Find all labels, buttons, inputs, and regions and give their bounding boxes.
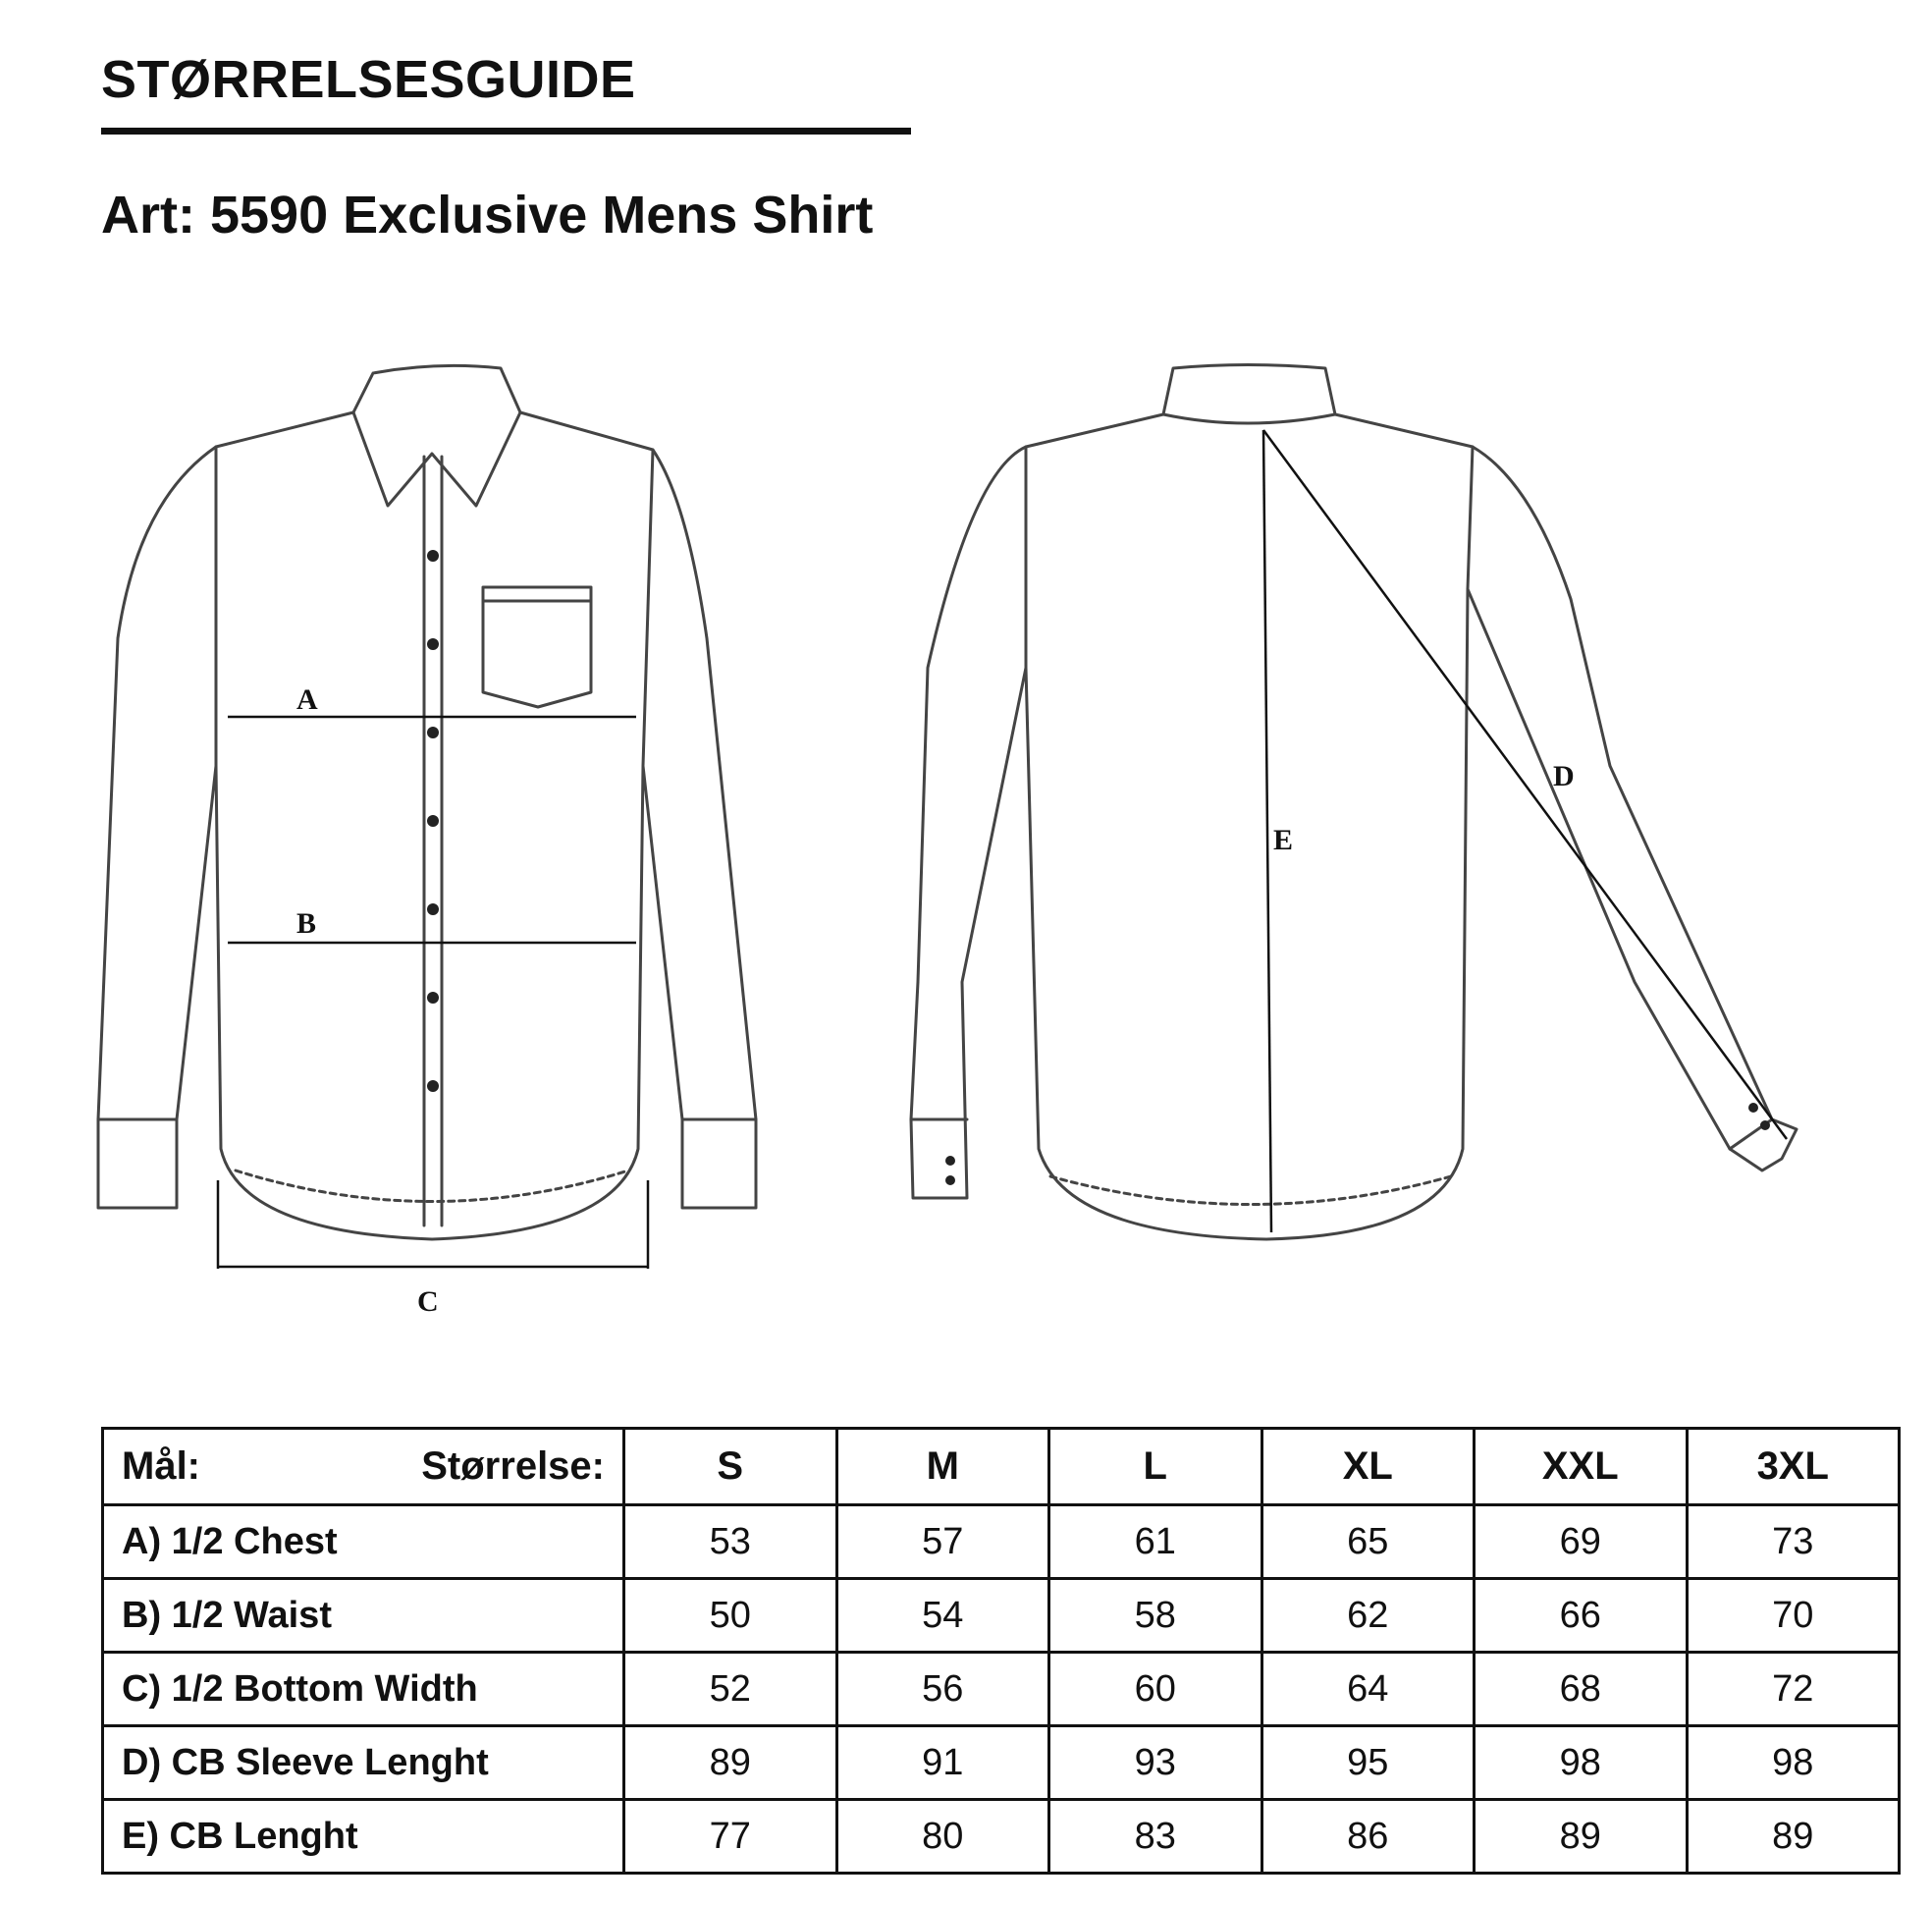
table-cell: 77: [624, 1800, 837, 1874]
row-label: A) 1/2 Chest: [103, 1505, 624, 1579]
size-header: M: [836, 1429, 1049, 1505]
measure-line-e: [1263, 430, 1271, 1232]
label-a: A: [296, 683, 318, 716]
front-placket: [424, 457, 442, 1225]
table-cell: 69: [1475, 1505, 1688, 1579]
table-row: [103, 1579, 1900, 1653]
table-cell: 50: [624, 1579, 837, 1653]
title-underline: [101, 128, 911, 135]
page-title: STØRRELSESGUIDE: [101, 50, 636, 109]
table-cell: 60: [1049, 1653, 1262, 1726]
table-cell: 95: [1261, 1726, 1475, 1800]
measure-label: Mål:: [122, 1444, 200, 1488]
size-header: XL: [1261, 1429, 1475, 1505]
row-label: E) CB Lenght: [103, 1800, 624, 1874]
row-label: B) 1/2 Waist: [103, 1579, 624, 1653]
table-cell: 62: [1261, 1579, 1475, 1653]
front-collar: [353, 412, 520, 506]
label-b: B: [296, 907, 317, 940]
size-header: S: [624, 1429, 837, 1505]
row-label: C) 1/2 Bottom Width: [103, 1653, 624, 1726]
shirt-button: [427, 992, 439, 1004]
cuff-button: [1760, 1120, 1770, 1130]
shirt-button: [427, 727, 439, 738]
label-e: E: [1273, 824, 1294, 856]
label-c: C: [417, 1285, 439, 1318]
table-cell: 70: [1687, 1579, 1900, 1653]
shirt-button: [427, 550, 439, 562]
table-cell: 98: [1687, 1726, 1900, 1800]
size-header-row: [103, 1429, 1900, 1505]
cuff-button: [945, 1175, 955, 1185]
label-d: D: [1553, 760, 1575, 792]
size-header: 3XL: [1687, 1429, 1900, 1505]
front-pocket: [483, 587, 591, 707]
table-cell: 86: [1261, 1800, 1475, 1874]
table-cell: 66: [1475, 1579, 1688, 1653]
shirt-diagram: [0, 344, 1932, 1345]
table-cell: 91: [836, 1726, 1049, 1800]
table-cell: 89: [624, 1726, 837, 1800]
table-row: [103, 1653, 1900, 1726]
table-cell: 56: [836, 1653, 1049, 1726]
table-cell: 58: [1049, 1579, 1262, 1653]
table-cell: 72: [1687, 1653, 1900, 1726]
shirt-button: [427, 903, 439, 915]
size-header: XXL: [1475, 1429, 1688, 1505]
measure-line-d: [1263, 430, 1787, 1139]
table-row: [103, 1726, 1900, 1800]
table-cell: 54: [836, 1579, 1049, 1653]
table-row: [103, 1505, 1900, 1579]
table-cell: 98: [1475, 1726, 1688, 1800]
article-title: Art: 5590 Exclusive Mens Shirt: [101, 186, 874, 245]
table-cell: 93: [1049, 1726, 1262, 1800]
table-cell: 52: [624, 1653, 837, 1726]
size-header: L: [1049, 1429, 1262, 1505]
table-cell: 53: [624, 1505, 837, 1579]
size-label: Størrelse:: [421, 1444, 605, 1488]
table-cell: 65: [1261, 1505, 1475, 1579]
header-label-cell: [103, 1429, 624, 1505]
shirt-button: [427, 638, 439, 650]
table-cell: 89: [1687, 1800, 1900, 1874]
cuff-button: [945, 1156, 955, 1166]
table-row: [103, 1800, 1900, 1874]
front-shirt-outline: [98, 365, 756, 1239]
row-label: D) CB Sleeve Lenght: [103, 1726, 624, 1800]
table-cell: 80: [836, 1800, 1049, 1874]
shirt-button: [427, 815, 439, 827]
table-cell: 83: [1049, 1800, 1262, 1874]
table-cell: 64: [1261, 1653, 1475, 1726]
shirt-button: [427, 1080, 439, 1092]
size-table: [101, 1427, 1901, 1875]
table-cell: 73: [1687, 1505, 1900, 1579]
table-cell: 89: [1475, 1800, 1688, 1874]
cuff-button: [1748, 1103, 1758, 1113]
table-cell: 68: [1475, 1653, 1688, 1726]
table-cell: 57: [836, 1505, 1049, 1579]
table-cell: 61: [1049, 1505, 1262, 1579]
back-shirt-outline: [911, 365, 1797, 1240]
